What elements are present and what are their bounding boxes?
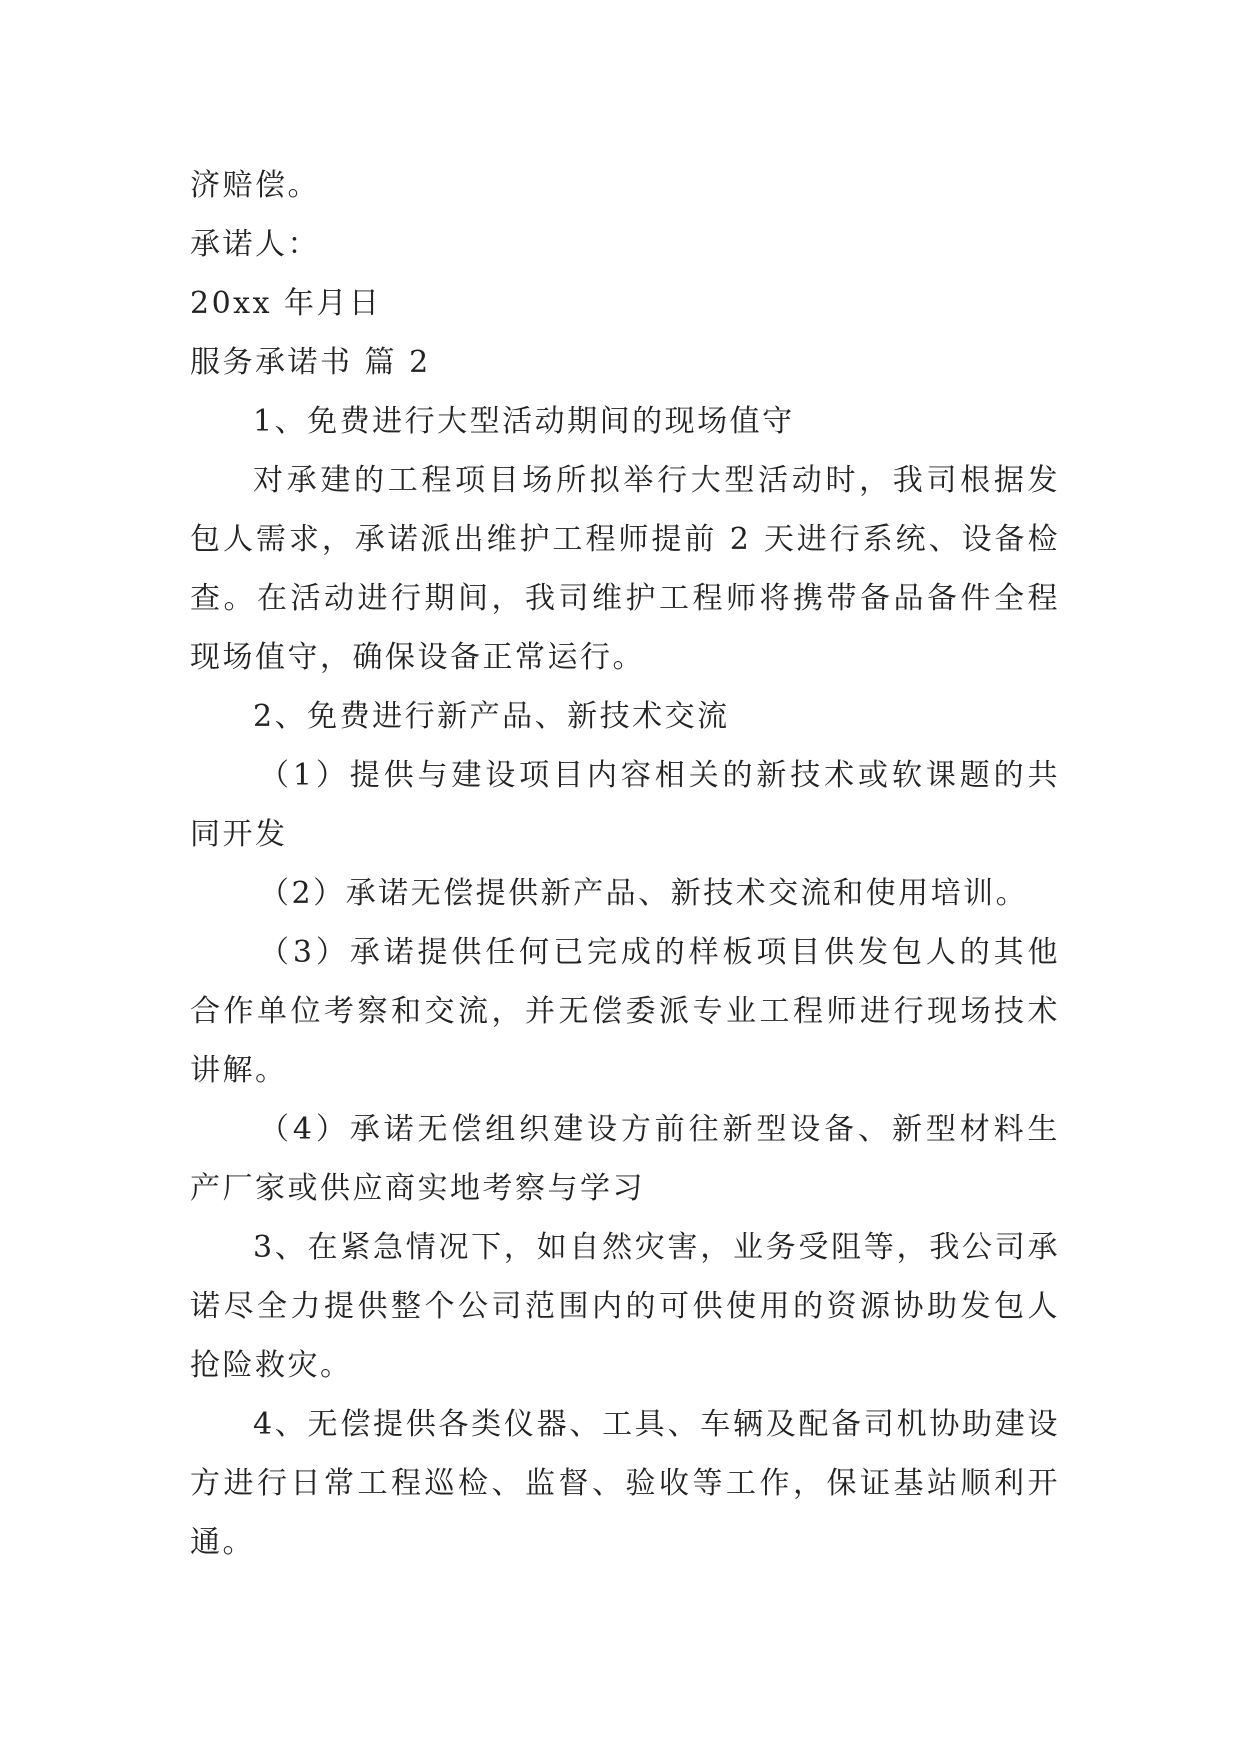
item-2-sub-2: （2）承诺无偿提供新产品、新技术交流和使用培训。 <box>259 876 1029 911</box>
date-line: 20xx 年月日 <box>190 286 382 321</box>
item-2-sub-3: （3）承诺提供任何已完成的样板项目供发包人的其他合作单位考察和交流，并无偿委派专业工程师进行现场技术讲解。 <box>190 935 1060 1088</box>
section-title: 服务承诺书 篇 2 <box>190 345 431 380</box>
item-4: 4、无偿提供各类仪器、工具、车辆及配备司机协助建设方进行日常工程巡检、监督、验收等工作，保证基站顺利开通。 <box>190 1407 1060 1560</box>
promisor-label: 承诺人： <box>190 227 320 262</box>
item-3: 3、在紧急情况下，如自然灾害，业务受阻等，我公司承诺尽全力提供整个公司范围内的可供使用的资源协助发包人抢险救灾。 <box>190 1230 1060 1383</box>
document-body <box>190 156 1060 1572</box>
item-1-heading: 1、免费进行大型活动期间的现场值守 <box>253 404 795 439</box>
item-1-body: 对承建的工程项目场所拟举行大型活动时，我司根据发包人需求，承诺派出维护工程师提前 2 天进行系统、设备检查。在活动进行期间，我司维护工程师将携带备品备件全程现场值守，确保设备正常运行。 <box>190 463 1060 675</box>
item-2-heading: 2、免费进行新产品、新技术交流 <box>253 699 730 734</box>
item-2-sub-4: （4）承诺无偿组织建设方前往新型设备、新型材料生产厂家或供应商实地考察与学习 <box>190 1112 1060 1206</box>
item-2-sub-1: （1）提供与建设项目内容相关的新技术或软课题的共同开发 <box>190 758 1060 852</box>
paragraph-continuation: 济赔偿。 <box>190 168 320 203</box>
